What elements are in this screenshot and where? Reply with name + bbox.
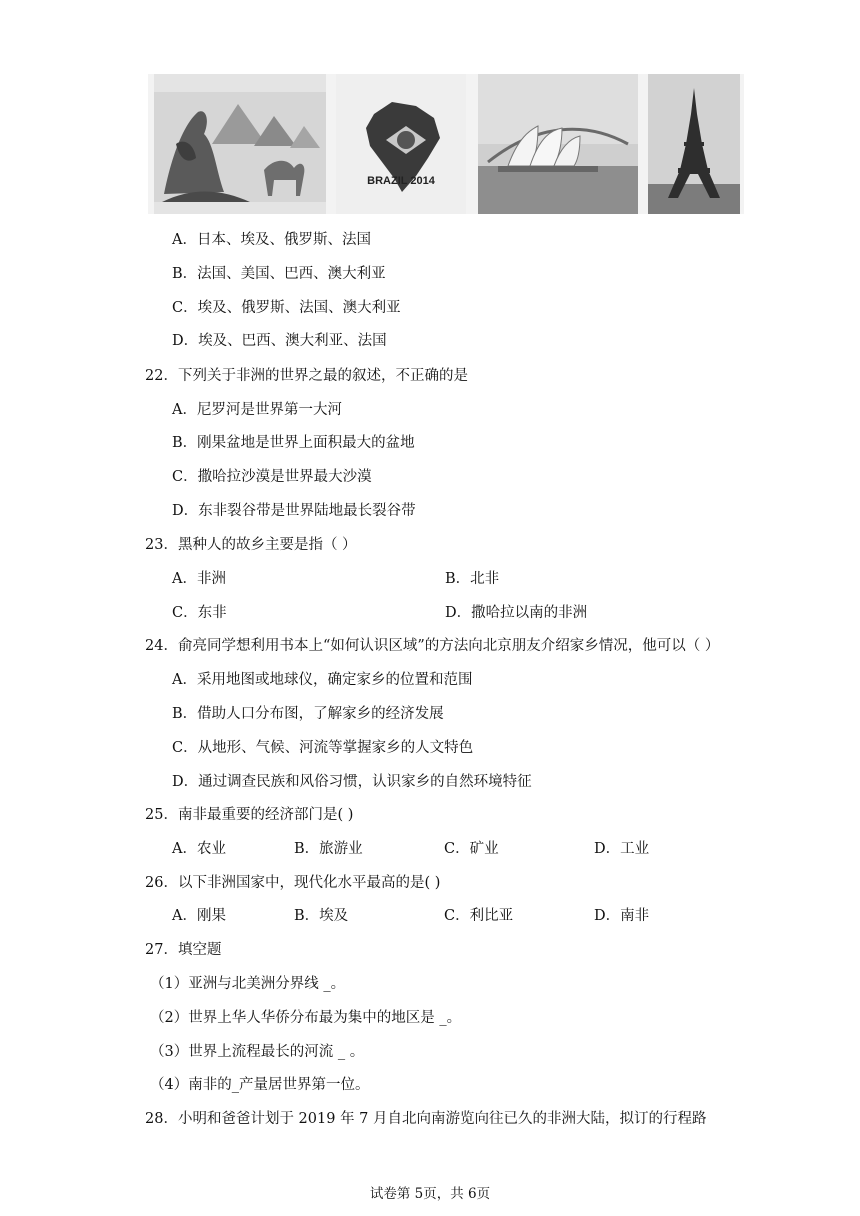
q24-option-d: D．通过调查民族和风俗习惯，认识家乡的自然环境特征 — [172, 774, 532, 790]
q21-option-a: A．日本、埃及、俄罗斯、法国 — [172, 232, 371, 248]
q23-option-c: C．东非 — [172, 605, 227, 621]
pyramids-camel-image — [154, 74, 326, 214]
q21-option-c: C．埃及、俄罗斯、法国、澳大利亚 — [172, 300, 401, 316]
q27-stem: 27．填空题 — [145, 942, 222, 958]
brazil-caption: BRAZIL 2014 — [367, 175, 435, 187]
brazil-map-image — [336, 74, 466, 214]
q24-option-c: C．从地形、气候、河流等掌握家乡的人文特色 — [172, 740, 474, 756]
q22-stem: 22．下列关于非洲的世界之最的叙述，不正确的是 — [145, 368, 468, 384]
q27-item-1: （1）亚洲与北美洲分界线 _。 — [150, 976, 346, 992]
q25-option-c: C．矿业 — [444, 841, 499, 857]
q23-option-a: A．非洲 — [172, 571, 226, 587]
q21-option-d: D．埃及、巴西、澳大利亚、法国 — [172, 333, 387, 349]
q26-option-b: B．埃及 — [294, 908, 349, 924]
q26-stem: 26．以下非洲国家中，现代化水平最高的是( ) — [145, 875, 441, 891]
landmark-image-strip — [148, 74, 744, 214]
q25-option-d: D．工业 — [594, 841, 650, 857]
q23-stem: 23．黑种人的故乡主要是指（ ） — [145, 537, 357, 553]
q25-option-a: A．农业 — [172, 841, 226, 857]
q26-option-a: A．刚果 — [172, 908, 226, 924]
page-footer: 试卷第 5页，共 6页 — [369, 1186, 491, 1202]
q27-item-2: （2）世界上华人华侨分布最为集中的地区是 _。 — [150, 1010, 462, 1026]
q28-stem: 28．小明和爸爸计划于 2019 年 7 月自北向南游览向往已久的非洲大陆，拟订的行程路 — [145, 1111, 707, 1127]
sydney-opera-house-image — [478, 74, 638, 214]
q23-option-d: D．撒哈拉以南的非洲 — [445, 605, 588, 621]
q23-option-b: B．北非 — [445, 571, 500, 587]
q24-option-b: B．借助人口分布图，了解家乡的经济发展 — [172, 706, 444, 722]
q22-option-d: D．东非裂谷带是世界陆地最长裂谷带 — [172, 503, 416, 519]
q26-option-d: D．南非 — [594, 908, 650, 924]
q27-item-4: （4）南非的_产量居世界第一位。 — [150, 1077, 370, 1093]
q24-option-a: A．采用地图或地球仪，确定家乡的位置和范围 — [172, 672, 473, 688]
q25-option-b: B．旅游业 — [294, 841, 363, 857]
eiffel-tower-image — [648, 74, 740, 214]
q26-option-c: C．利比亚 — [444, 908, 514, 924]
q25-stem: 25．南非最重要的经济部门是( ) — [145, 807, 354, 823]
q27-item-3: （3）世界上流程最长的河流 _ 。 — [150, 1044, 365, 1060]
q22-option-a: A．尼罗河是世界第一大河 — [172, 402, 342, 418]
q22-option-c: C．撒哈拉沙漠是世界最大沙漠 — [172, 469, 372, 485]
q22-option-b: B．刚果盆地是世界上面积最大的盆地 — [172, 435, 415, 451]
q21-option-b: B．法国、美国、巴西、澳大利亚 — [172, 266, 386, 282]
q24-stem: 24．俞亮同学想利用书本上“如何认识区域”的方法向北京朋友介绍家乡情况，他可以（ ） — [145, 638, 720, 654]
